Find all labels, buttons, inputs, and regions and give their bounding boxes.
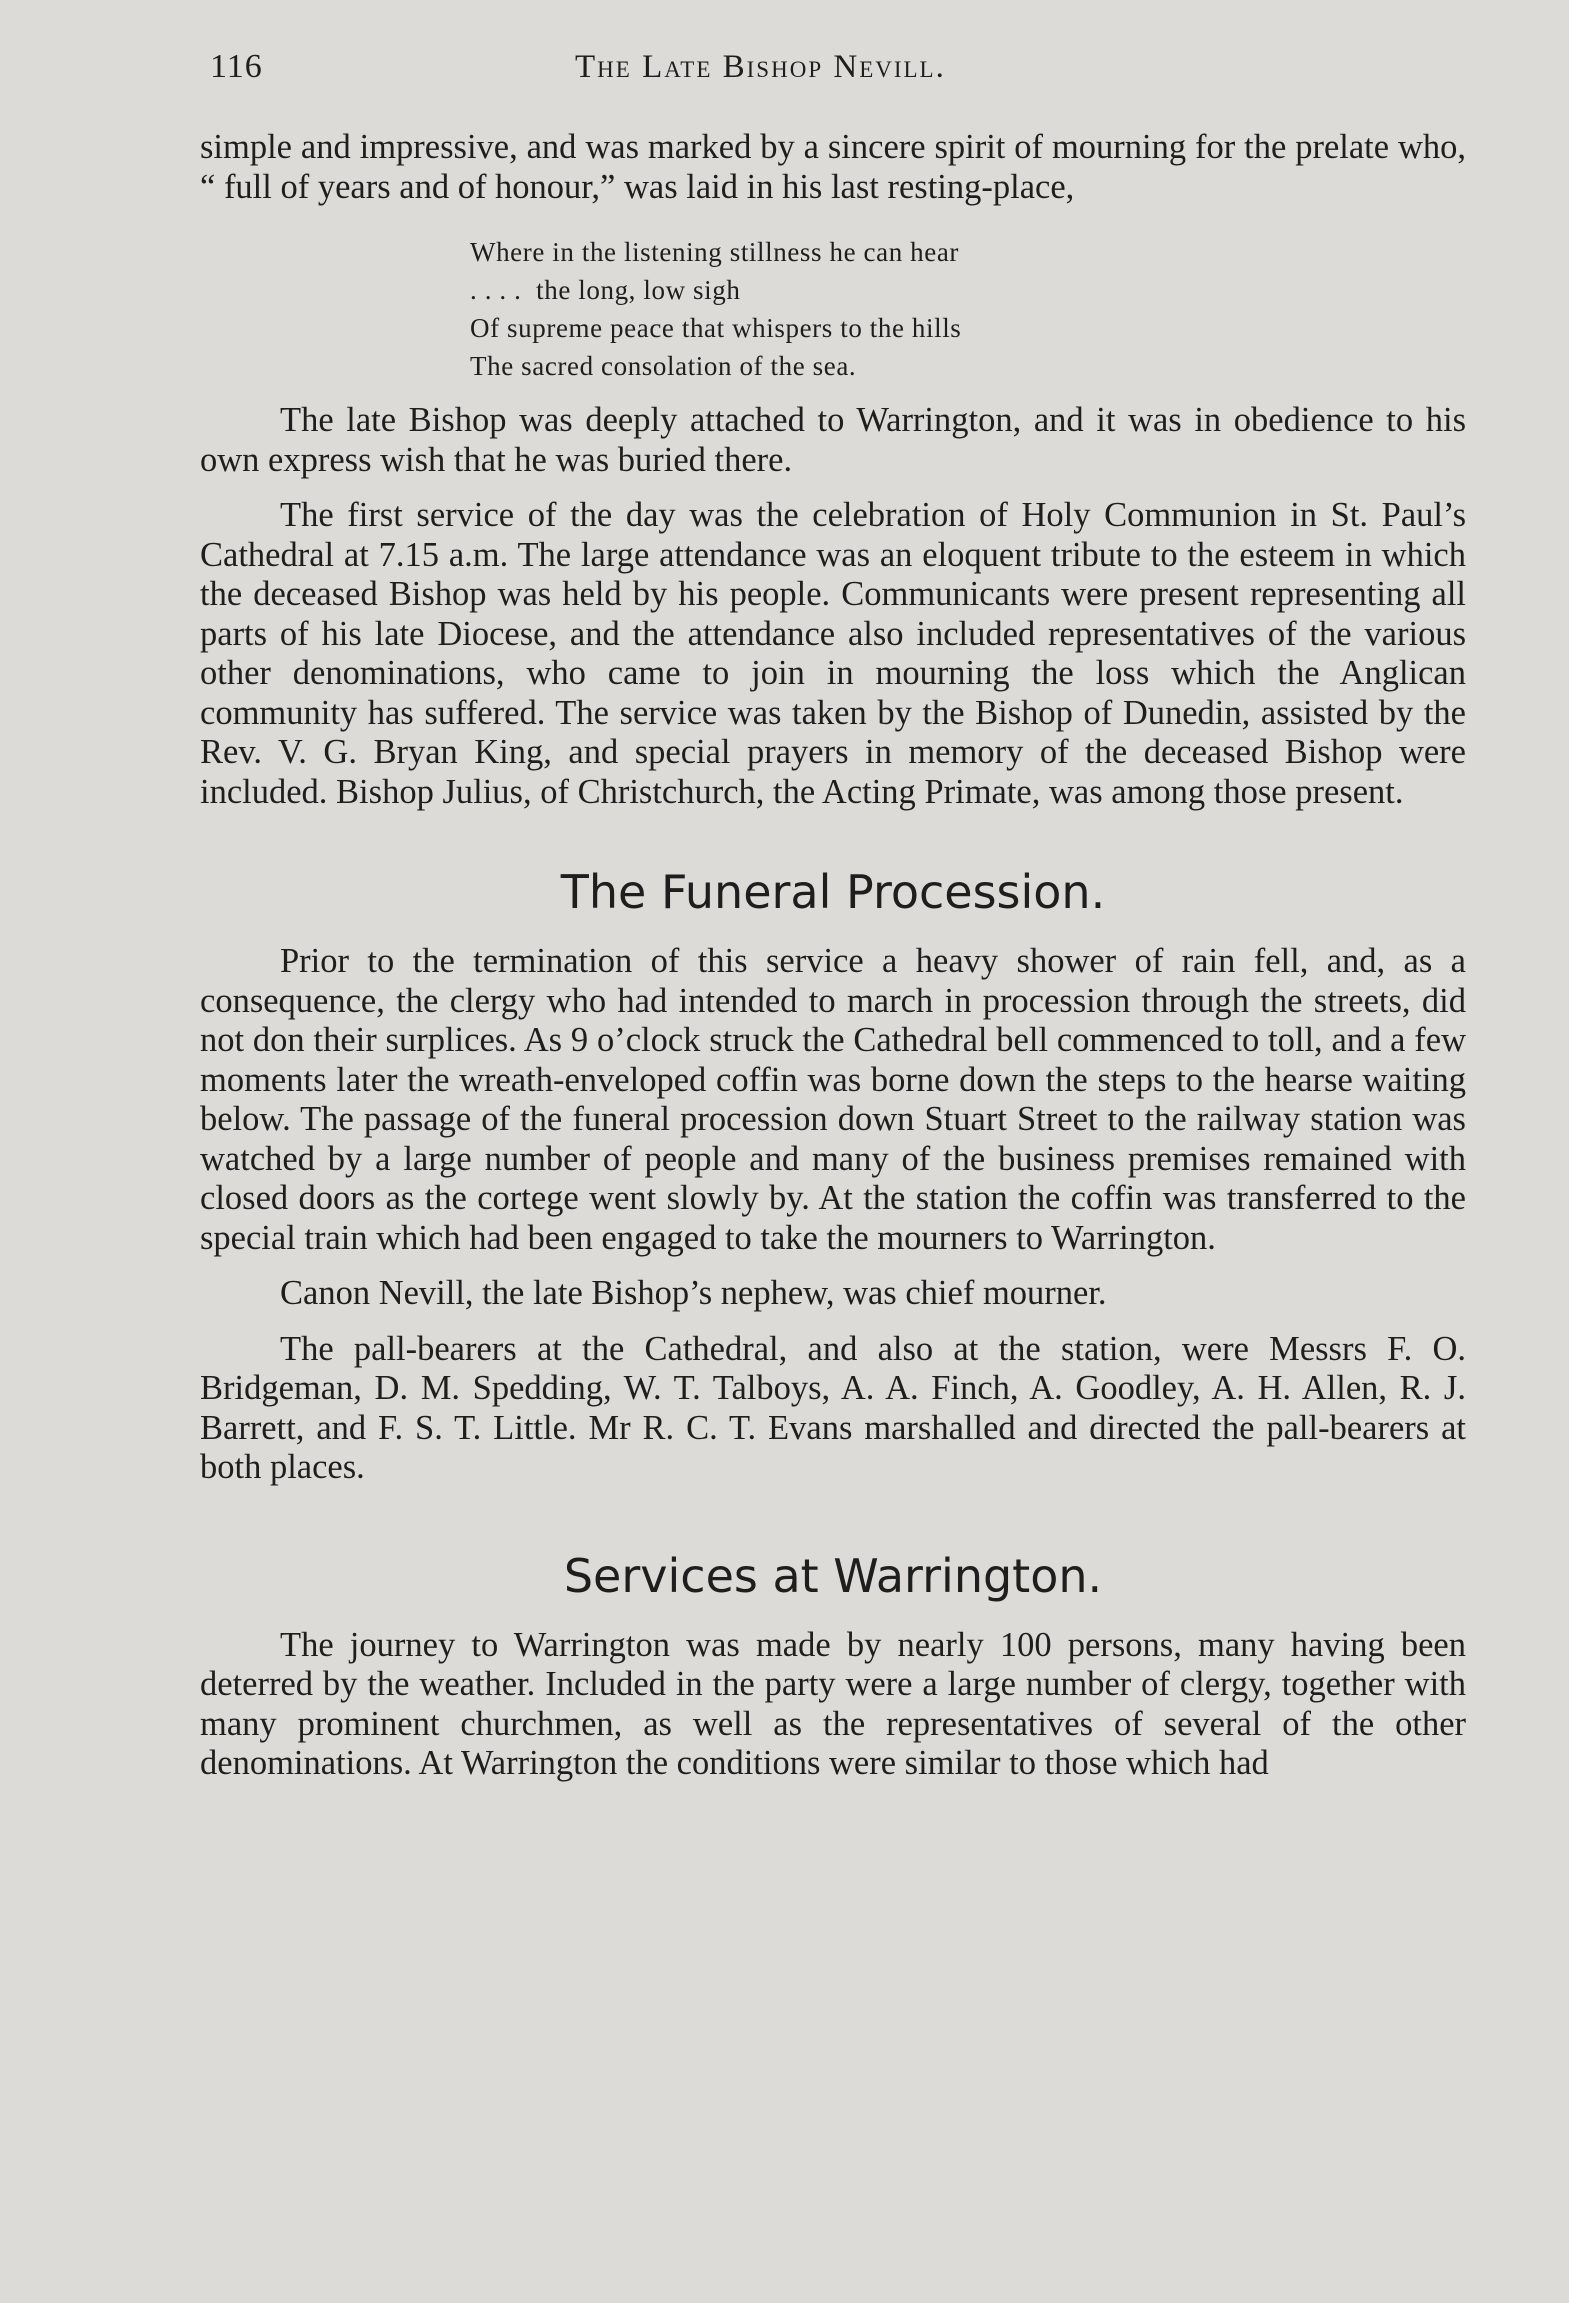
paragraph-journey: The journey to Warrington was made by nearly 100 persons, many having been deterred by the weather. Included in the party were a large number of clergy, together with many prominent churchmen, as well as the representatives of several of the other denominations. At Warrington the conditions were similar to those which had [200, 1625, 1466, 1782]
heading-services-warrington: Services at Warrington. [563, 1548, 1103, 1603]
book-page [200, 48, 1466, 1784]
paragraph-procession: Prior to the termination of this service a heavy shower of rain fell, and, as a consequence, the clergy who had intended to march in procession through the streets, did not don their surplices. As 9 o’clock struck the Cathedral bell commenced to toll, and a few moments later the wreath-enveloped coffin was borne down the steps to the hearse waiting below. The passage of the funeral procession down Stuart Street to the railway station was watched by a large number of people and many of the business premises remained with closed doors as the cortege went slowly by. At the station the coffin was transferred to the special train which had been engaged to take the mourners to Warrington. [200, 942, 1466, 1257]
opening-paragraph: simple and impressive, and was marked by a sincere spirit of mourning for the prelate who, “ full of years and of honour,” was laid in his last resting-place, [200, 128, 1466, 206]
page-number: 116 [210, 48, 263, 85]
running-title: The Late Bishop Nevill. [575, 49, 946, 85]
paragraph-chief-mourner: Canon Nevill, the late Bishop’s nephew, was chief mourner. [280, 1274, 1107, 1312]
paragraph-service: The first service of the day was the celebration of Holy Communion in St. Paul’s Cathedral at 7.15 a.m. The large attendance was an eloquent tribute to the esteem in which the deceased Bishop was held by his people. Communicants were present representing all parts of his late Diocese, and the attendance also included representatives of the various other denominations, who came to join in mourning the loss which the Anglican community has suffered. The service was taken by the Bishop of Dunedin, assisted by the Rev. V. G. Bryan King, and special prayers in memory of the deceased Bishop were included. Bishop Julius, of Christchurch, the Acting Primate, was among those present. [200, 496, 1466, 811]
paragraph-pall-bearers: The pall-bearers at the Cathedral, and also at the station, were Messrs F. O. Bridgeman, D. M. Spedding, W. T. Talboys, A. A. Finch, A. Goodley, A. H. Allen, R. J. Barrett, and F. S. T. Little. Mr R. C. T. Evans marshalled and directed the pall-bearers at both places. [200, 1329, 1466, 1486]
paragraph-warrington: The late Bishop was deeply attached to Warrington, and it was in obedience to his own express wish that he was buried there. [200, 401, 1466, 479]
verse-line: Where in the listening stillness he can hear [470, 237, 959, 267]
running-head [200, 48, 1466, 108]
verse-line: Of supreme peace that whispers to the hills [470, 313, 962, 343]
verse-line: The sacred consolation of the sea. [470, 351, 857, 381]
verse-line: . . . . the long, low sigh [470, 275, 741, 305]
heading-funeral-procession: The Funeral Procession. [560, 865, 1106, 919]
verse-quotation [470, 233, 1466, 385]
